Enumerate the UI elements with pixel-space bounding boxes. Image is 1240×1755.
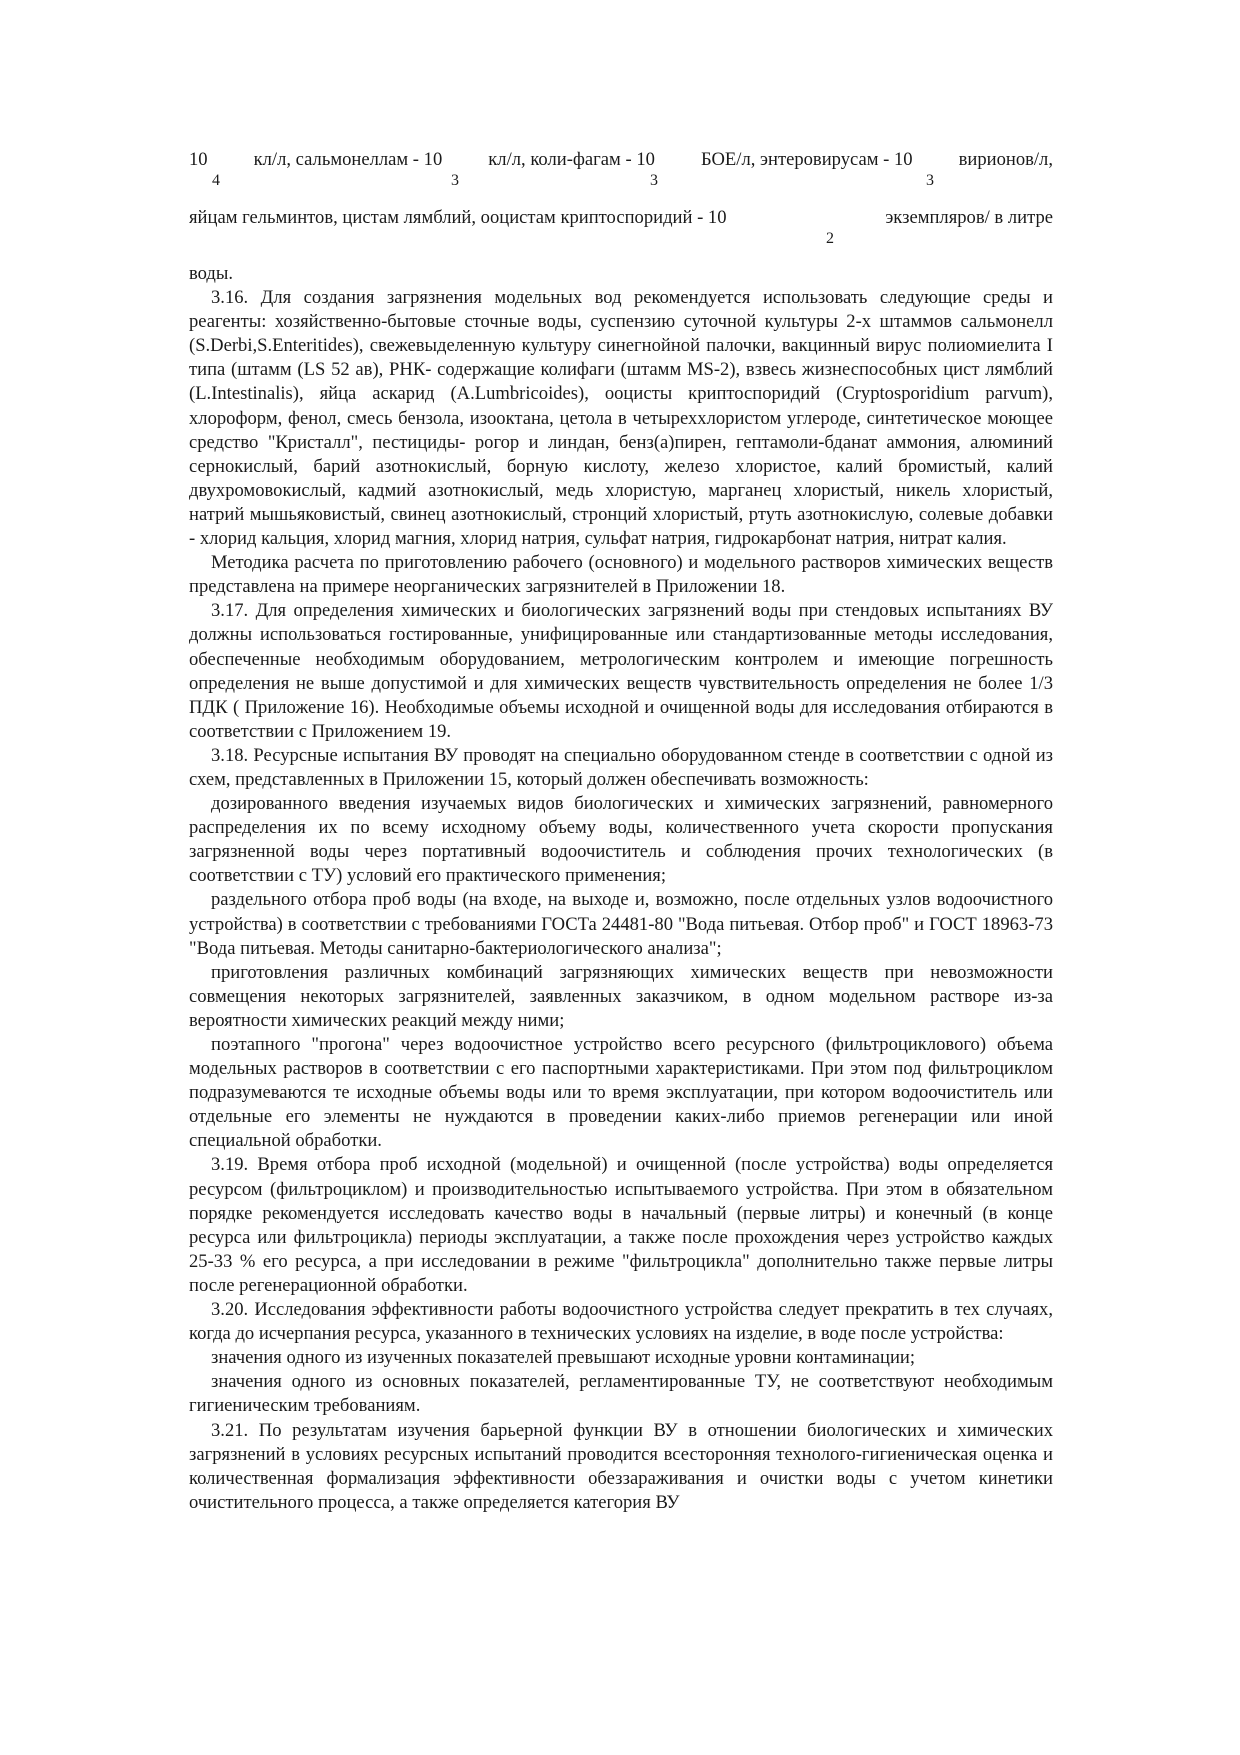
- paragraph-3-21: 3.21. По результатам изучения барьерной функции ВУ в отношении биологических и химических загрязнений в условиях ресурсных испытаний проводится всесторонняя технолого-гигиеническая оценка и количественная формализация эффективности обеззараживания и очистки воды с учетом кинетики очистительного процесса, а также определяется категория ВУ: [189, 1419, 1053, 1513]
- paragraph-3-16: 3.16. Для создания загрязнения модельных вод рекомендуется использовать следующие среды и реагенты: хозяйственно-бытовые сточные воды, суспензию суточной культуры 2-х штаммов сальмонелл (S.Derbi,S.Enteritides), свежевыделенную культуру синегнойной палочки, вакцинный вирус полиомиелита I типа (штамм (LS 52 ав), РНК- содержащие колифаги (штамм MS-2), взвесь жизнеспособных цист лямблий (L.Intestinalis), яйца аскарид (A.Lumbricoides), ооцисты криптоспоридий (Cryptosporidium parvum), хлороформ, фенол, смесь бензола, изооктана, цетола в четыреххлористом углероде, синтетическое моющее средство "Кристалл", пестициды- рогор и линдан, бенз(а)пирен, гептамоли-бданат аммония, алюминий сернокислый, барий азотнокислый, борную кислоту, железо хлористое, калий бромистый, калий двухромовокислый, кадмий азотнокислый, медь хлористую, марганец хлористый, никель хлористый, натрий мышьяковистый, свинец азотнокислый, стронций хлористый, ртуть азотнокислую, солевые добавки - хлорид кальция, хлорид магния, хлорид натрия, сульфат натрия, гидрокарбонат натрия, нитрат калия.: [189, 287, 1053, 550]
- list-item: приготовления различных комбинаций загрязняющих химических веществ при невозможности совмещения некоторых загрязнителей, заявленных заказчиком, в одном модельном растворе из-за вероятности химических реакций между ними;: [189, 961, 1053, 1031]
- paragraph: Методика расчета по приготовлению рабочего (основного) и модельного растворов химических веществ представлена на примере неорганических загрязнителей в Приложении 18.: [189, 552, 1053, 598]
- paragraph: воды.: [189, 263, 234, 284]
- list-item: дозированного введения изучаемых видов биологических и химических загрязнений, равномерного распределения их по всему исходному объему воды, количественного учета скорости пропускания загрязненной воды через портативный водоочиститель и соблюдения прочих технологических (в соответствии с ТУ) условий его практического применения;: [189, 793, 1053, 887]
- list-item: значения одного из изученных показателей превышают исходные уровни контаминации;: [211, 1347, 916, 1369]
- exponent: 2: [826, 230, 834, 247]
- line-segment: экземпляров/ в литре: [885, 207, 1053, 228]
- units-line-2: [189, 206, 1053, 247]
- paragraph-3-18: 3.18. Ресурсные испытания ВУ проводят на специально оборудованном стенде в соответствии с одной из схем, представленных в Приложении 15, который должен обеспечивать возможность:: [189, 744, 1053, 790]
- list-item: значения одного из основных показателей, регламентированные ТУ, не соответствуют необходимым гигиеническим требованиям.: [189, 1371, 1053, 1417]
- document-page: [189, 148, 1053, 1515]
- exponent: 3: [451, 172, 459, 189]
- line-segment: кл/л, сальмонеллам - 10: [253, 149, 443, 170]
- line-segment: вирионов/л,: [958, 149, 1053, 170]
- exponent: 3: [926, 172, 934, 189]
- list-item: поэтапного "прогона" через водоочистное устройство всего ресурсного (фильтроциклового) объема модельных растворов в соответствии с его паспортными характеристиками. При этом под фильтроциклом подразумеваются те исходные объемы воды или то время эксплуатации, при котором водоочиститель или отдельные его элементы не нуждаются в проведении каких-либо приемов регенерации или иной специальной обработки.: [189, 1034, 1053, 1152]
- line-segment: БОЕ/л, энтеровирусам - 10: [700, 149, 913, 170]
- list-item: раздельного отбора проб воды (на входе, на выходе и, возможно, после отдельных узлов водоочистного устройства) в соответствии с требованиями ГОСТа 24481-80 "Вода питьевая. Отбор проб" и ГОСТ 18963-73 "Вода питьевая. Методы санитарно-бактериологического анализа";: [189, 889, 1053, 959]
- paragraph-3-20: 3.20. Исследования эффективности работы водоочистного устройства следует прекратить в тех случаях, когда до исчерпания ресурса, указанного в технических условиях на изделие, в воде после устройства:: [189, 1299, 1053, 1345]
- paragraph-3-17: 3.17. Для определения химических и биологических загрязнений воды при стендовых испытаниях ВУ должны использоваться гостированные, унифицированные или стандартизованные методы исследования, обеспеченные необходимым оборудованием, метрологическим контролем и имеющие погрешность определения не выше допустимой и для химических веществ чувствительность определения не более 1/3 ПДК ( Приложение 16). Необходимые объемы исходной и очищенной воды для исследования отбираются в соответствии с Приложением 19.: [189, 600, 1053, 742]
- paragraph-3-19: 3.19. Время отбора проб исходной (модельной) и очищенной (после устройства) воды определяется ресурсом (фильтроциклом) и производительностью испытываемого устройства. При этом в обязательном порядке рекомендуется исследовать качество воды в начальный (первые литры) и конечный (в конце ресурса или фильтроцикла) периоды эксплуатации, а также после прохождения через устройство каждых 25-33 % его ресурса, а при исследовании в режиме "фильтроцикла" дополнительно также первые литры после регенерационной обработки.: [189, 1154, 1053, 1296]
- line-segment: яйцам гельминтов, цистам лямблий, ооцистам криптоспоридий - 10: [189, 207, 727, 228]
- exponent: 3: [650, 172, 658, 189]
- units-line: [189, 148, 1053, 189]
- line-segment: кл/л, коли-фагам - 10: [488, 149, 655, 170]
- line-segment: 10: [189, 149, 208, 170]
- exponent: 4: [212, 172, 220, 189]
